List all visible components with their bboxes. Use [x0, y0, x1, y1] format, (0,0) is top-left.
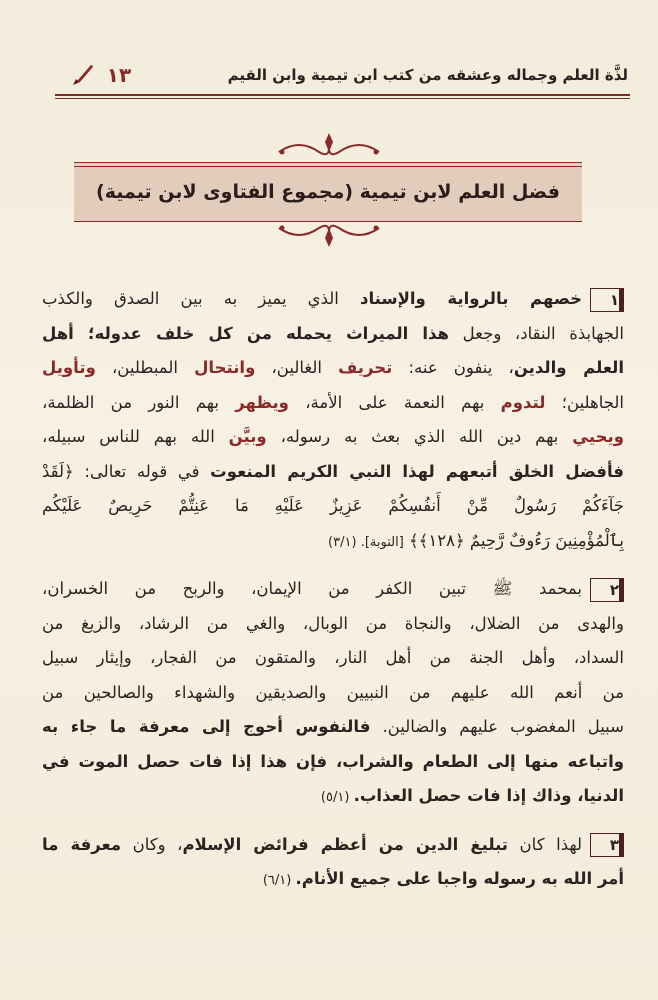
bold-text: واتباعه منها إلى الطعام والشراب، فإن هذا إذا فات حصل الموت في: [42, 751, 624, 771]
bold-text: فالنفوس أحوج إلى معرفة ما جاء به: [42, 717, 371, 736]
highlight-text: لتدوم: [500, 392, 546, 412]
bold-text: خصهم بالرواية والإسناد: [359, 289, 582, 308]
pen-icon: [70, 62, 96, 88]
running-title: لذَّة العلم وجماله وعشقه من كتب ابن تيمية وابن القيم: [227, 66, 628, 84]
highlight-text: وانتحال: [194, 358, 256, 377]
body-text: بمحمد ﷺ تبين الكفر من الإيمان، والربح من الخسران،: [42, 579, 582, 598]
highlight-text: تحريف: [338, 358, 393, 377]
text-line: [42, 489, 624, 524]
text-line: [42, 455, 624, 490]
text-line: [42, 641, 624, 676]
header-rule: [55, 94, 630, 96]
text-line: [42, 572, 624, 607]
ornament-bottom-icon: [274, 220, 384, 250]
ornament-top-icon: [274, 130, 384, 160]
body-text: الجهابذة النقاد، وجعل: [449, 323, 624, 343]
body-text: لهذا كان: [508, 834, 582, 854]
citation: [التوبة]. (٣/١): [328, 534, 404, 550]
body-text: الجاهلين؛: [545, 392, 624, 412]
body-text: ، وكان: [121, 834, 183, 854]
paragraph-2: [42, 572, 624, 816]
bold-text: هذا الميراث يحمله من كل خلف عدوله؛ أهل: [42, 323, 450, 343]
bold-text: الدنيا، وذاك إذا فات حصل العذاب.: [353, 786, 624, 805]
text-line: [42, 317, 624, 352]
text-line: [42, 745, 624, 780]
text-line: [42, 862, 624, 899]
bold-text: أمر الله به رسوله واجبا على جميع الأنام.: [295, 869, 624, 888]
body-text: المبطلين،: [95, 358, 195, 377]
bold-text: تبليغ الدين من أعظم فرائض الإسلام: [182, 834, 509, 854]
text-line: [42, 386, 624, 421]
text-line: [42, 524, 624, 561]
page-number-group: [70, 62, 136, 88]
body-text: الله بهم للناس سبيله،: [42, 427, 229, 446]
page-number: ١٣: [106, 63, 132, 87]
body-text: الذي يميز به بين الصدق والكذب: [42, 289, 360, 308]
paragraph-number-badge: ١: [590, 288, 624, 312]
body-text: والهدى من الضلال، والنجاة من الوبال، والغي من الرشاد، والزيغ من: [42, 613, 624, 633]
body-text: الغالين،: [255, 358, 339, 377]
paragraph-3: [42, 828, 624, 899]
citation: (٦/١): [262, 873, 296, 888]
text-line: [42, 676, 624, 711]
header-rule-thin: [55, 98, 630, 99]
page-body: [42, 282, 624, 911]
section-title: فضل العلم لابن تيمية (مجموع الفتاوى لابن تيمية): [96, 181, 560, 203]
ornament-bottom: [0, 220, 658, 250]
quran-verse: جَآءَكُمْ رَسُولٌ مِّنْ أَنفُسِكُمْ عَزِيزٌ عَلَيْهِ مَا عَنِتُّمْ حَرِيصٌ عَلَيْكُم: [42, 496, 624, 515]
text-line: [42, 607, 624, 642]
body-text: في قوله تعالى: ﴿لَقَدْ: [42, 461, 211, 481]
text-line: [42, 420, 624, 455]
highlight-text: ويحيي: [572, 427, 624, 446]
body-text: من أنعم الله عليهم من النبيين والصديقين والشهداء والصالحين من: [42, 682, 624, 702]
bold-text: العلم والدين: [513, 358, 624, 377]
body-text: ، ينفون عنه:: [392, 358, 514, 377]
quran-verse: بِٱلْمُؤْمِنِينَ رَءُوفٌ رَّحِيمٌ ﴿١٢٨﴾﴾: [403, 530, 624, 550]
body-text: بهم دين الله الذي بعث به رسوله،: [266, 427, 573, 446]
text-line: [42, 828, 624, 863]
citation: (٥/١): [320, 790, 354, 805]
highlight-text: وتأويل: [42, 358, 96, 377]
bold-text: فأفضل الخلق أتبعهم لهذا النبي الكريم المنعوت: [210, 461, 624, 481]
body-text: بهم النعمة على الأمة،: [288, 392, 501, 412]
ornament-top: [0, 130, 658, 160]
highlight-text: ويظهر: [235, 392, 289, 412]
body-text: سبيل المغضوب عليهم والضالين.: [370, 717, 624, 736]
text-line: [42, 779, 624, 816]
text-line: [42, 282, 624, 317]
highlight-text: وبيَّن: [228, 427, 267, 446]
text-line: [42, 351, 624, 386]
text-line: [42, 710, 624, 745]
bold-text: معرفة ما: [42, 834, 122, 854]
body-text: السداد، وأهل الجنة من أهل النار، والمتقون من الفجار، وإيثار سبيل: [42, 648, 624, 667]
paragraph-1: [42, 282, 624, 560]
section-title-box: [74, 162, 582, 221]
paragraph-number-badge: ٣: [590, 833, 624, 857]
page-header: [70, 55, 628, 95]
paragraph-number-badge: ٢: [590, 578, 624, 602]
body-text: بهم النور من الظلمة،: [42, 392, 236, 412]
